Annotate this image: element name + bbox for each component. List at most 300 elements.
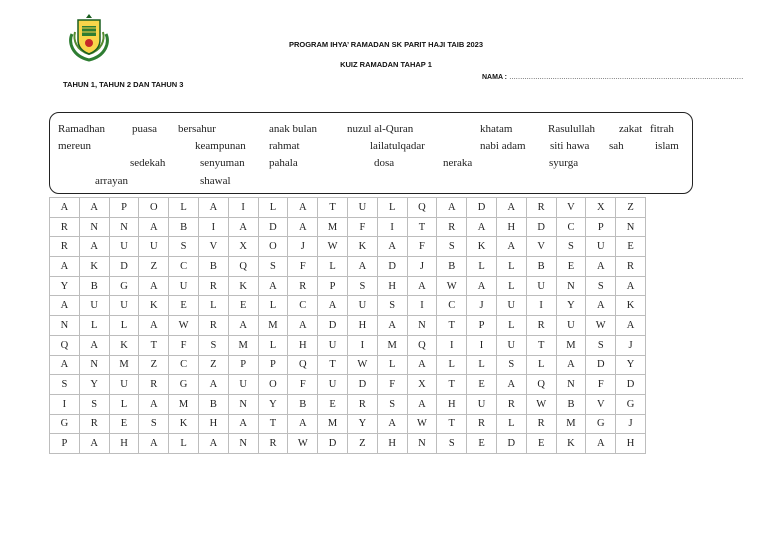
grid-cell[interactable]: B bbox=[437, 257, 467, 277]
grid-cell[interactable]: A bbox=[586, 257, 616, 277]
word-item: shawal bbox=[200, 175, 231, 187]
grid-cell[interactable]: A bbox=[50, 257, 80, 277]
grid-cell[interactable]: K bbox=[79, 257, 109, 277]
grid-cell[interactable]: U bbox=[109, 237, 139, 257]
grid-cell[interactable]: Q bbox=[288, 355, 318, 375]
grid-cell[interactable]: T bbox=[437, 375, 467, 395]
grid-cell[interactable]: C bbox=[437, 296, 467, 316]
grid-cell[interactable]: A bbox=[556, 355, 586, 375]
grid-cell[interactable]: S bbox=[377, 296, 407, 316]
grid-cell[interactable]: D bbox=[586, 355, 616, 375]
grid-cell[interactable]: A bbox=[50, 355, 80, 375]
grid-cell[interactable]: U bbox=[556, 316, 586, 336]
word-item: anak bulan bbox=[269, 123, 317, 135]
grid-cell[interactable]: A bbox=[228, 316, 258, 336]
grid-cell[interactable]: K bbox=[228, 276, 258, 296]
grid-cell[interactable]: I bbox=[377, 217, 407, 237]
grid-cell[interactable]: A bbox=[496, 375, 526, 395]
grid-cell[interactable]: M bbox=[228, 335, 258, 355]
grid-cell[interactable]: Y bbox=[50, 276, 80, 296]
grid-cell[interactable]: H bbox=[288, 335, 318, 355]
grid-row bbox=[50, 414, 646, 434]
grid-cell[interactable]: S bbox=[50, 375, 80, 395]
grid-cell[interactable]: N bbox=[556, 375, 586, 395]
grid-row bbox=[50, 375, 646, 395]
grid-cell[interactable]: A bbox=[198, 198, 228, 218]
grid-cell[interactable]: H bbox=[616, 434, 646, 454]
grid-cell[interactable]: J bbox=[407, 257, 437, 277]
grid-cell[interactable]: R bbox=[467, 414, 497, 434]
grid-cell[interactable]: L bbox=[79, 316, 109, 336]
grid-row bbox=[50, 355, 646, 375]
grid-cell[interactable]: L bbox=[169, 198, 199, 218]
grid-cell[interactable]: A bbox=[139, 316, 169, 336]
grid-cell[interactable]: Q bbox=[407, 335, 437, 355]
word-item: arrayan bbox=[95, 175, 128, 187]
grid-cell[interactable]: F bbox=[586, 375, 616, 395]
grid-cell[interactable]: K bbox=[616, 296, 646, 316]
grid-cell[interactable]: A bbox=[288, 198, 318, 218]
grid-cell[interactable]: I bbox=[228, 198, 258, 218]
grid-cell[interactable]: I bbox=[347, 335, 377, 355]
grid-cell[interactable]: A bbox=[467, 276, 497, 296]
grid-cell[interactable]: W bbox=[347, 355, 377, 375]
grid-cell[interactable]: I bbox=[526, 296, 556, 316]
grid-cell[interactable]: T bbox=[318, 355, 348, 375]
grid-cell[interactable]: L bbox=[258, 296, 288, 316]
grid-cell[interactable]: G bbox=[50, 414, 80, 434]
grid-cell[interactable]: W bbox=[586, 316, 616, 336]
grid-cell[interactable]: E bbox=[318, 394, 348, 414]
grid-cell[interactable]: C bbox=[169, 355, 199, 375]
grid-cell[interactable]: L bbox=[496, 257, 526, 277]
grid-cell[interactable]: L bbox=[496, 276, 526, 296]
grid-cell[interactable]: B bbox=[169, 217, 199, 237]
word-item: Ramadhan bbox=[58, 123, 106, 135]
grid-cell[interactable]: R bbox=[258, 434, 288, 454]
grid-cell[interactable]: U bbox=[139, 237, 169, 257]
grid-cell[interactable]: A bbox=[407, 276, 437, 296]
grid-row bbox=[50, 276, 646, 296]
grid-cell[interactable]: Z bbox=[347, 434, 377, 454]
word-item: puasa bbox=[132, 123, 158, 135]
grid-cell[interactable]: S bbox=[437, 237, 467, 257]
word-item: rahmat bbox=[269, 140, 300, 152]
grid-cell[interactable]: B bbox=[198, 394, 228, 414]
grid-cell[interactable]: W bbox=[526, 394, 556, 414]
grid-cell[interactable]: N bbox=[228, 434, 258, 454]
grid-cell[interactable]: J bbox=[616, 414, 646, 434]
grid-cell[interactable]: U bbox=[228, 375, 258, 395]
grid-cell[interactable]: X bbox=[586, 198, 616, 218]
grid-cell[interactable]: U bbox=[79, 296, 109, 316]
grid-cell[interactable]: Q bbox=[50, 335, 80, 355]
grid-cell[interactable]: Y bbox=[258, 394, 288, 414]
grid-cell[interactable]: Z bbox=[139, 355, 169, 375]
grid-cell[interactable]: O bbox=[258, 375, 288, 395]
grid-cell[interactable]: U bbox=[586, 237, 616, 257]
grid-cell[interactable]: E bbox=[526, 434, 556, 454]
word-item: sedekah bbox=[130, 157, 166, 169]
grid-cell[interactable]: A bbox=[377, 316, 407, 336]
grid-cell[interactable]: L bbox=[169, 434, 199, 454]
grid-cell[interactable]: A bbox=[616, 276, 646, 296]
grid-cell[interactable]: T bbox=[139, 335, 169, 355]
grid-cell[interactable]: R bbox=[616, 257, 646, 277]
grid-cell[interactable]: S bbox=[496, 355, 526, 375]
grid-cell[interactable]: A bbox=[50, 198, 80, 218]
grid-cell[interactable]: L bbox=[377, 198, 407, 218]
grid-cell[interactable]: L bbox=[258, 335, 288, 355]
grid-cell[interactable]: N bbox=[79, 355, 109, 375]
grid-cell[interactable]: W bbox=[407, 414, 437, 434]
grid-cell[interactable]: F bbox=[288, 257, 318, 277]
grid-cell[interactable]: K bbox=[467, 237, 497, 257]
grid-cell[interactable]: Q bbox=[228, 257, 258, 277]
grid-cell[interactable]: A bbox=[586, 296, 616, 316]
grid-cell[interactable]: M bbox=[318, 217, 348, 237]
word-item: Rasulullah bbox=[548, 123, 596, 135]
grid-cell[interactable]: U bbox=[496, 296, 526, 316]
word-item: nabi adam bbox=[480, 140, 526, 152]
grid-cell[interactable]: E bbox=[169, 296, 199, 316]
grid-cell[interactable]: S bbox=[198, 335, 228, 355]
grid-cell[interactable]: K bbox=[109, 335, 139, 355]
word-item: keampunan bbox=[195, 140, 246, 152]
grid-cell[interactable]: H bbox=[496, 217, 526, 237]
grid-cell[interactable]: D bbox=[467, 198, 497, 218]
grid-cell[interactable]: T bbox=[407, 217, 437, 237]
grid-cell[interactable]: E bbox=[109, 414, 139, 434]
grid-cell[interactable]: K bbox=[139, 296, 169, 316]
grid-cell[interactable]: B bbox=[526, 257, 556, 277]
grid-cell[interactable]: A bbox=[79, 335, 109, 355]
grid-cell[interactable]: U bbox=[169, 276, 199, 296]
grid-cell[interactable]: D bbox=[526, 217, 556, 237]
grid-cell[interactable]: U bbox=[109, 296, 139, 316]
grid-cell[interactable]: T bbox=[258, 414, 288, 434]
grid-cell[interactable]: K bbox=[347, 237, 377, 257]
grid-cell[interactable]: C bbox=[169, 257, 199, 277]
grid-cell[interactable]: L bbox=[109, 316, 139, 336]
grid-cell[interactable]: A bbox=[228, 414, 258, 434]
grid-cell[interactable]: J bbox=[616, 335, 646, 355]
grid-cell[interactable]: Y bbox=[347, 414, 377, 434]
grid-cell[interactable]: A bbox=[377, 237, 407, 257]
grid-cell[interactable]: Z bbox=[139, 257, 169, 277]
word-item: islam bbox=[655, 140, 679, 152]
grid-cell[interactable]: D bbox=[258, 217, 288, 237]
grid-cell[interactable]: N bbox=[616, 217, 646, 237]
grid-cell[interactable]: N bbox=[407, 316, 437, 336]
grid-cell[interactable]: S bbox=[556, 237, 586, 257]
grid-cell[interactable]: E bbox=[616, 237, 646, 257]
grid-cell[interactable]: R bbox=[496, 394, 526, 414]
grid-cell[interactable]: S bbox=[437, 434, 467, 454]
grid-cell[interactable]: M bbox=[258, 316, 288, 336]
grid-row bbox=[50, 237, 646, 257]
grid-row bbox=[50, 394, 646, 414]
grid-cell[interactable]: U bbox=[318, 375, 348, 395]
word-item: zakat bbox=[619, 123, 643, 135]
grid-cell[interactable]: D bbox=[109, 257, 139, 277]
grid-cell[interactable]: U bbox=[347, 198, 377, 218]
word-item: pahala bbox=[269, 157, 298, 169]
grid-cell[interactable]: F bbox=[407, 237, 437, 257]
grid-cell[interactable]: S bbox=[347, 276, 377, 296]
grid-cell[interactable]: R bbox=[50, 217, 80, 237]
grid-cell[interactable]: I bbox=[198, 217, 228, 237]
grid-cell[interactable]: Z bbox=[616, 198, 646, 218]
grid-cell[interactable]: L bbox=[437, 355, 467, 375]
grid-cell[interactable]: A bbox=[496, 237, 526, 257]
grid-cell[interactable]: D bbox=[318, 316, 348, 336]
grid-cell[interactable]: L bbox=[496, 414, 526, 434]
grid-cell[interactable]: K bbox=[169, 414, 199, 434]
grid-cell[interactable]: T bbox=[318, 198, 348, 218]
grid-cell[interactable]: H bbox=[437, 394, 467, 414]
grid-cell[interactable]: S bbox=[586, 276, 616, 296]
grid-cell[interactable]: A bbox=[139, 434, 169, 454]
word-item: bersahur bbox=[178, 123, 216, 135]
grid-cell[interactable]: P bbox=[586, 217, 616, 237]
grid-cell[interactable]: Q bbox=[526, 375, 556, 395]
grid-cell[interactable]: U bbox=[467, 394, 497, 414]
grid-cell[interactable]: J bbox=[467, 296, 497, 316]
grid-row bbox=[50, 335, 646, 355]
grid-cell[interactable]: N bbox=[50, 316, 80, 336]
grid-cell[interactable]: W bbox=[169, 316, 199, 336]
grid-cell[interactable]: Y bbox=[79, 375, 109, 395]
grid-cell[interactable]: D bbox=[496, 434, 526, 454]
grid-cell[interactable]: A bbox=[288, 217, 318, 237]
grid-cell[interactable]: P bbox=[50, 434, 80, 454]
grid-cell[interactable]: S bbox=[586, 335, 616, 355]
grid-cell[interactable]: A bbox=[198, 434, 228, 454]
grid-cell[interactable]: D bbox=[616, 375, 646, 395]
grid-cell[interactable]: R bbox=[79, 414, 109, 434]
grid-cell[interactable]: N bbox=[228, 394, 258, 414]
grid-cell[interactable]: R bbox=[50, 237, 80, 257]
grid-cell[interactable]: A bbox=[288, 414, 318, 434]
grid-cell[interactable]: I bbox=[467, 335, 497, 355]
word-item: khatam bbox=[480, 123, 513, 135]
grid-cell[interactable]: P bbox=[467, 316, 497, 336]
grid-cell[interactable]: M bbox=[556, 335, 586, 355]
grid-cell[interactable]: A bbox=[437, 198, 467, 218]
grid-cell[interactable]: A bbox=[228, 217, 258, 237]
grid-cell[interactable]: L bbox=[318, 257, 348, 277]
grid-cell[interactable]: H bbox=[347, 316, 377, 336]
grid-cell[interactable]: L bbox=[526, 355, 556, 375]
grid-cell[interactable]: A bbox=[586, 434, 616, 454]
grid-cell[interactable]: R bbox=[347, 394, 377, 414]
grid-cell[interactable]: R bbox=[437, 217, 467, 237]
grid-cell[interactable]: A bbox=[258, 276, 288, 296]
grid-cell[interactable]: A bbox=[467, 217, 497, 237]
grid-cell[interactable]: D bbox=[377, 257, 407, 277]
school-logo bbox=[64, 12, 114, 62]
grid-cell[interactable]: R bbox=[526, 316, 556, 336]
grid-cell[interactable]: A bbox=[139, 217, 169, 237]
grid-cell[interactable]: F bbox=[288, 375, 318, 395]
grid-cell[interactable]: P bbox=[228, 355, 258, 375]
program-title: PROGRAM IHYA’ RAMADAN SK PARIT HAJI TAIB 2023 bbox=[288, 40, 484, 49]
grid-cell[interactable]: P bbox=[109, 198, 139, 218]
grid-cell[interactable]: V bbox=[526, 237, 556, 257]
grid-cell[interactable]: W bbox=[288, 434, 318, 454]
grid-cell[interactable]: F bbox=[377, 375, 407, 395]
grid-cell[interactable]: H bbox=[377, 276, 407, 296]
grid-cell[interactable]: A bbox=[347, 257, 377, 277]
grid-cell[interactable]: E bbox=[467, 434, 497, 454]
grid-cell[interactable]: T bbox=[526, 335, 556, 355]
grid-cell[interactable]: U bbox=[109, 375, 139, 395]
grid-cell[interactable]: N bbox=[407, 434, 437, 454]
grid-cell[interactable]: Y bbox=[556, 296, 586, 316]
grid-cell[interactable]: A bbox=[139, 394, 169, 414]
grid-cell[interactable]: B bbox=[288, 394, 318, 414]
grid-cell[interactable]: U bbox=[526, 276, 556, 296]
grid-cell[interactable]: M bbox=[318, 414, 348, 434]
grid-cell[interactable]: V bbox=[198, 237, 228, 257]
grid-cell[interactable]: G bbox=[109, 276, 139, 296]
grid-cell[interactable]: Y bbox=[616, 355, 646, 375]
grid-cell[interactable]: A bbox=[79, 198, 109, 218]
grid-cell[interactable]: E bbox=[228, 296, 258, 316]
grid-cell[interactable]: P bbox=[258, 355, 288, 375]
grid-cell[interactable]: C bbox=[556, 217, 586, 237]
grid-cell[interactable]: N bbox=[556, 276, 586, 296]
grid-cell[interactable]: E bbox=[467, 375, 497, 395]
word-item: senyuman bbox=[200, 157, 245, 169]
grid-cell[interactable]: X bbox=[407, 375, 437, 395]
grid-cell[interactable]: G bbox=[586, 414, 616, 434]
grid-cell[interactable]: O bbox=[258, 237, 288, 257]
grid-cell[interactable]: T bbox=[437, 316, 467, 336]
grid-cell[interactable]: U bbox=[496, 335, 526, 355]
grid-cell[interactable]: A bbox=[616, 316, 646, 336]
grid-cell[interactable]: A bbox=[288, 316, 318, 336]
grid-cell[interactable]: A bbox=[318, 296, 348, 316]
grid-cell[interactable]: A bbox=[79, 434, 109, 454]
grid-cell[interactable]: H bbox=[377, 434, 407, 454]
grid-cell[interactable]: I bbox=[50, 394, 80, 414]
word-item: mereun bbox=[58, 140, 91, 152]
grid-cell[interactable]: E bbox=[556, 257, 586, 277]
grid-cell[interactable]: R bbox=[526, 414, 556, 434]
grid-cell[interactable]: X bbox=[228, 237, 258, 257]
grid-row bbox=[50, 316, 646, 336]
grid-cell[interactable]: O bbox=[139, 198, 169, 218]
grid-cell[interactable]: A bbox=[139, 276, 169, 296]
grid-cell[interactable]: V bbox=[556, 198, 586, 218]
grid-cell[interactable]: M bbox=[556, 414, 586, 434]
grid-cell[interactable]: G bbox=[169, 375, 199, 395]
grid-row bbox=[50, 434, 646, 454]
grid-cell[interactable]: S bbox=[377, 394, 407, 414]
grid-cell[interactable]: R bbox=[198, 316, 228, 336]
grid-cell[interactable]: Q bbox=[407, 198, 437, 218]
grid-cell[interactable]: A bbox=[79, 237, 109, 257]
word-item: nuzul al-Quran bbox=[347, 123, 414, 135]
grid-cell[interactable]: H bbox=[109, 434, 139, 454]
grid-row bbox=[50, 217, 646, 237]
grid-cell[interactable]: B bbox=[556, 394, 586, 414]
word-item: sah bbox=[609, 140, 624, 152]
grid-cell[interactable]: J bbox=[288, 237, 318, 257]
grid-cell[interactable]: R bbox=[288, 276, 318, 296]
grid-cell[interactable]: M bbox=[169, 394, 199, 414]
quiz-title: KUIZ RAMADAN TAHAP 1 bbox=[340, 60, 432, 69]
grid-cell[interactable]: L bbox=[258, 198, 288, 218]
grid-cell[interactable]: L bbox=[467, 257, 497, 277]
grid-cell[interactable]: S bbox=[79, 394, 109, 414]
grid-cell[interactable]: U bbox=[318, 335, 348, 355]
grid-cell[interactable]: D bbox=[347, 375, 377, 395]
grid-cell[interactable]: L bbox=[198, 296, 228, 316]
grid-cell[interactable]: R bbox=[139, 375, 169, 395]
word-item: neraka bbox=[443, 157, 473, 169]
grid-cell[interactable]: A bbox=[407, 355, 437, 375]
grid-row bbox=[50, 198, 646, 218]
grid-cell[interactable]: M bbox=[377, 335, 407, 355]
grid-cell[interactable]: I bbox=[407, 296, 437, 316]
grid-cell[interactable]: A bbox=[50, 296, 80, 316]
word-item: siti hawa bbox=[550, 140, 590, 152]
word-bank bbox=[49, 112, 693, 194]
grid-cell[interactable]: B bbox=[79, 276, 109, 296]
grid-cell[interactable]: V bbox=[586, 394, 616, 414]
name-blank-line[interactable]: ……………………………………………………………………………………………… bbox=[508, 74, 743, 81]
word-item: lailatulqadar bbox=[370, 140, 425, 152]
grid-cell[interactable]: W bbox=[437, 276, 467, 296]
grid-cell[interactable]: C bbox=[288, 296, 318, 316]
grid-cell[interactable]: R bbox=[526, 198, 556, 218]
grid-cell[interactable]: T bbox=[437, 414, 467, 434]
grid-cell[interactable]: Z bbox=[198, 355, 228, 375]
grid-cell[interactable]: L bbox=[377, 355, 407, 375]
grid-cell[interactable]: N bbox=[79, 217, 109, 237]
grid-cell[interactable]: U bbox=[347, 296, 377, 316]
grid-cell[interactable]: B bbox=[198, 257, 228, 277]
grid-cell[interactable]: I bbox=[437, 335, 467, 355]
grid-cell[interactable]: L bbox=[109, 394, 139, 414]
grid-cell[interactable]: A bbox=[496, 198, 526, 218]
grid-cell[interactable]: A bbox=[407, 394, 437, 414]
grid-cell[interactable]: F bbox=[347, 217, 377, 237]
grid-cell[interactable]: D bbox=[318, 434, 348, 454]
grid-cell[interactable]: S bbox=[169, 237, 199, 257]
grid-cell[interactable]: W bbox=[318, 237, 348, 257]
grid-cell[interactable]: K bbox=[556, 434, 586, 454]
grid-cell[interactable]: R bbox=[198, 276, 228, 296]
grid-cell[interactable]: A bbox=[198, 375, 228, 395]
grid-cell[interactable]: G bbox=[616, 394, 646, 414]
grid-cell[interactable]: A bbox=[377, 414, 407, 434]
grid-cell[interactable]: S bbox=[258, 257, 288, 277]
grid-cell[interactable]: F bbox=[169, 335, 199, 355]
grid-cell[interactable]: S bbox=[139, 414, 169, 434]
grid-cell[interactable]: P bbox=[318, 276, 348, 296]
grid-row bbox=[50, 257, 646, 277]
grid-cell[interactable]: L bbox=[467, 355, 497, 375]
name-field[interactable] bbox=[482, 74, 743, 81]
grid-cell[interactable]: M bbox=[109, 355, 139, 375]
grid-cell[interactable]: H bbox=[198, 414, 228, 434]
grid-cell[interactable]: L bbox=[496, 316, 526, 336]
grid-cell[interactable]: N bbox=[109, 217, 139, 237]
